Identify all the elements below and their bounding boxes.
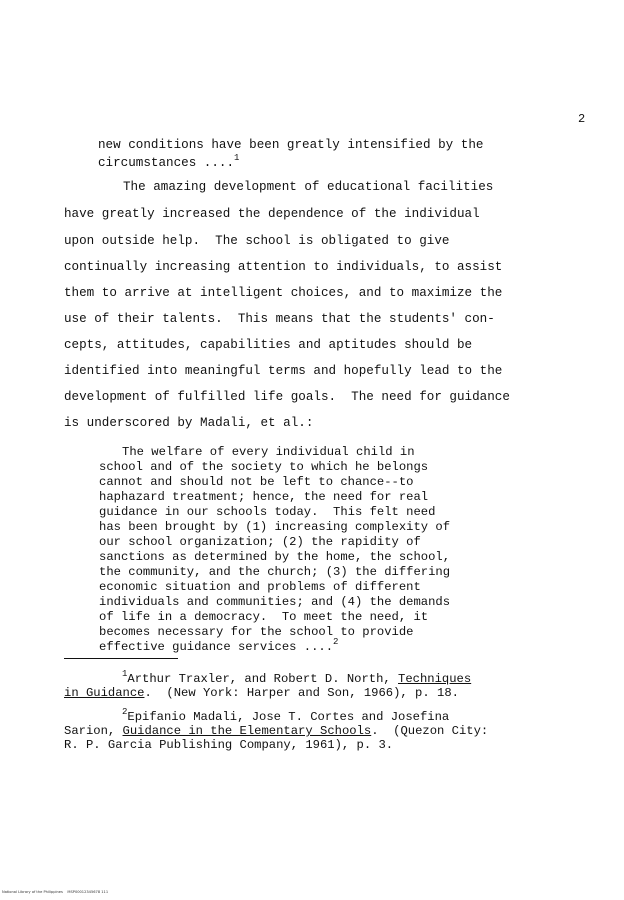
body-line: upon outside help. The school is obligated to give	[64, 234, 450, 248]
footnote-authors: Epifanio Madali, Jose T. Cortes and Josefina	[127, 710, 450, 724]
footnote-author: Sarion,	[64, 724, 116, 738]
footnote-publication: . (New York: Harper and Son, 1966), p. 18.	[144, 686, 459, 700]
body-line-text: circumstances ....	[98, 156, 235, 170]
body-line: is underscored by Madali, et al.:	[64, 416, 314, 430]
footnote-line	[64, 686, 459, 700]
body-line: identified into meaningful terms and hopefully lead to the	[64, 364, 503, 378]
quote-line: the community, and the church; (3) the differing	[99, 565, 451, 579]
quote-line: sanctions as determined by the home, the school,	[99, 550, 451, 564]
body-line: The amazing development of educational facilities	[123, 180, 494, 194]
body-line: them to arrive at intelligent choices, and to maximize the	[64, 286, 503, 300]
quote-line: of life in a democracy. To meet the need, it	[99, 610, 429, 624]
footnote-title: Techniques	[398, 672, 472, 686]
body-line: continually increasing attention to individuals, to assist	[64, 260, 503, 274]
body-line: cepts, attitudes, capabilities and aptitudes should be	[64, 338, 473, 352]
quote-line	[99, 637, 339, 655]
footnote-line	[64, 724, 488, 738]
footnote-line: R. P. Garcia Publishing Company, 1961), p. 3.	[64, 738, 394, 752]
footnote-number: 2	[122, 707, 128, 717]
page-number: 2	[578, 112, 586, 126]
footnote-authors: Arthur Traxler, and Robert D. North,	[127, 672, 391, 686]
body-line: use of their talents. This means that the students' con-	[64, 312, 495, 326]
footnote-mark: 1	[234, 153, 240, 163]
quote-line: school and of the society to which he belongs	[99, 460, 429, 474]
footnote-publication: . (Quezon City:	[371, 724, 489, 738]
quote-line-text: effective guidance services ....	[99, 640, 334, 654]
footnote-title: Guidance in the Elementary Schools	[122, 724, 372, 738]
quote-line: economic situation and problems of different	[99, 580, 421, 594]
body-line: development of fulfilled life goals. The need for guidance	[64, 390, 510, 404]
footnote-mark: 2	[333, 637, 339, 647]
body-line: have greatly increased the dependence of the individual	[64, 207, 480, 221]
quote-line: becomes necessary for the school to provide	[99, 625, 414, 639]
quote-line: cannot and should not be left to chance--to	[99, 475, 414, 489]
footnote-title: in Guidance	[64, 686, 145, 700]
quote-line: guidance in our schools today. This felt need	[99, 505, 436, 519]
archive-footer: National Library of the Philippines MSP00012345678 111	[2, 890, 109, 894]
quote-line: individuals and communities; and (4) the demands	[99, 595, 451, 609]
quote-line: has been brought by (1) increasing complexity of	[99, 520, 451, 534]
footnote-number: 1	[122, 669, 128, 679]
body-line	[98, 153, 240, 171]
footnote-divider	[64, 658, 178, 659]
footnote-line	[122, 669, 472, 687]
quote-line: our school organization; (2) the rapidity of	[99, 535, 421, 549]
footnote-line	[122, 707, 450, 725]
quote-line: haphazard treatment; hence, the need for real	[99, 490, 429, 504]
body-line: new conditions have been greatly intensified by the	[98, 138, 484, 152]
quote-line: The welfare of every individual child in	[122, 445, 415, 459]
